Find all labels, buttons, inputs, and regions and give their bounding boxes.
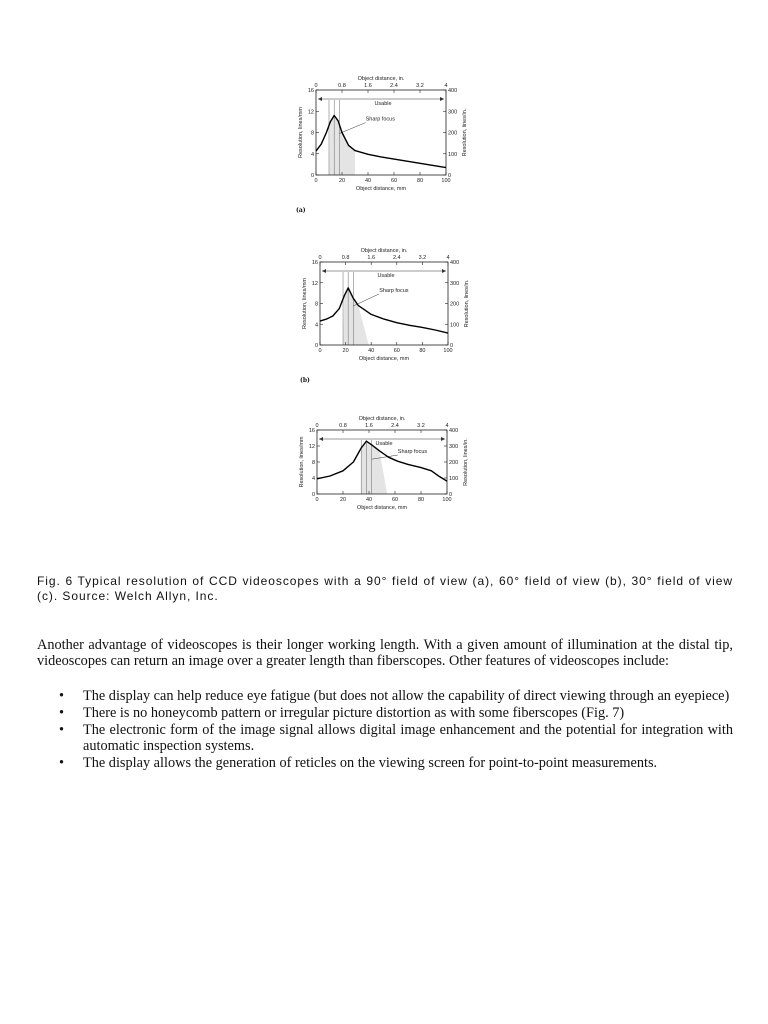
body-paragraph: Another advantage of videoscopes is their longer working length. With a given amount of illumination at the distal tip, videoscopes can return an image over a greater length than fiberscopes. Other features of videoscopes include: bbox=[37, 637, 733, 669]
chart-a-y2-axis-title: Resolution, lines/in. bbox=[462, 108, 468, 157]
chart-c-x2-axis-title: Object distance, in. bbox=[358, 416, 406, 422]
chart-a-x-axis-title: Object distance, mm bbox=[355, 186, 407, 192]
chart-b-y2-tick-label: 400 bbox=[450, 260, 460, 266]
chart-panel-c bbox=[0, 402, 768, 542]
chart-a-y-tick-label: 0 bbox=[310, 173, 314, 179]
panel-label-a: (a) bbox=[296, 207, 306, 214]
chart-b-x2-tick-label: 2.4 bbox=[392, 255, 401, 261]
chart-c-x2-tick-label: 4 bbox=[445, 423, 449, 429]
chart-b-x-tick-label: 40 bbox=[368, 348, 375, 354]
chart-c-x-tick-label: 80 bbox=[417, 497, 425, 503]
chart-a-shade-region bbox=[329, 116, 355, 176]
chart-a-y2-tick-label: 300 bbox=[448, 109, 458, 116]
chart-b-x2-tick-label: 0.8 bbox=[341, 255, 350, 261]
bullet-icon: • bbox=[59, 705, 65, 721]
chart-b-y-tick-label: 0 bbox=[314, 343, 318, 349]
chart-a-y2-tick-label: 400 bbox=[448, 88, 458, 94]
chart-a-x-tick-label: 0 bbox=[314, 178, 318, 184]
chart-a-y-tick-label: 12 bbox=[307, 109, 314, 116]
chart-a-y-tick-label: 16 bbox=[307, 88, 314, 94]
chart-b-y2-tick-label: 200 bbox=[450, 301, 460, 308]
chart-c-x-tick-label: 20 bbox=[339, 497, 347, 503]
chart-c-x-tick-label: 40 bbox=[365, 497, 373, 503]
bullet-icon: • bbox=[59, 722, 65, 738]
chart-c-y2-tick-label: 300 bbox=[449, 444, 459, 450]
chart-c-y-tick-label: 12 bbox=[308, 444, 315, 450]
panel-label-b: (b) bbox=[300, 377, 310, 384]
chart-a-usable-label: Usable bbox=[374, 101, 392, 107]
chart-a-x2-tick-label: 0.8 bbox=[338, 83, 346, 89]
list-item: • There is no honeycomb pattern or irregular picture distortion as with some fiberscopes (Fig. 7) bbox=[59, 705, 625, 721]
chart-b-y2-axis-title: Resolution, lines/in. bbox=[464, 279, 470, 328]
chart-c-y2-axis-title: Resolution, lines/in. bbox=[463, 438, 469, 486]
chart-b-y-tick-label: 12 bbox=[311, 280, 318, 287]
chart-b-x-tick-label: 60 bbox=[393, 348, 400, 354]
chart-b-y2-tick-label: 100 bbox=[450, 322, 460, 329]
chart-a-y2-tick-label: 100 bbox=[448, 151, 458, 158]
chart-c-x-axis-title: Object distance, mm bbox=[356, 505, 408, 511]
chart-b-y2-tick-label: 0 bbox=[450, 343, 454, 349]
list-item: • The display allows the generation of reticles on the viewing screen for point-to-point measurements. bbox=[59, 755, 658, 771]
chart-b-y-tick-label: 8 bbox=[314, 301, 318, 308]
chart-c-y2-tick-label: 100 bbox=[449, 476, 459, 482]
chart-b-sharp-focus-label: Sharp focus bbox=[379, 287, 409, 294]
chart-c-y-tick-label: 16 bbox=[308, 428, 315, 434]
feature-list bbox=[37, 688, 733, 772]
chart-a-x-tick-label: 60 bbox=[390, 178, 398, 184]
bullet-icon: • bbox=[59, 755, 65, 771]
chart-a-y-axis-title: Resolution, lines/mm bbox=[298, 106, 304, 159]
chart-b-x-tick-label: 0 bbox=[318, 348, 322, 354]
chart-c-y2-tick-label: 400 bbox=[449, 428, 459, 434]
chart-c-shade-region bbox=[361, 441, 387, 494]
chart-c-y-tick-label: 4 bbox=[311, 476, 315, 482]
chart-b-x2-tick-label: 3.2 bbox=[418, 255, 427, 261]
chart-c-y-tick-label: 8 bbox=[311, 460, 315, 466]
bullet-icon: • bbox=[59, 688, 65, 704]
chart-c-svg bbox=[0, 402, 768, 542]
chart-a-y-tick-label: 8 bbox=[310, 130, 314, 137]
chart-a-x-tick-label: 100 bbox=[441, 178, 451, 184]
chart-c-x-tick-label: 100 bbox=[442, 497, 452, 503]
chart-a-x2-tick-label: 0 bbox=[314, 83, 318, 89]
chart-a-svg bbox=[0, 60, 768, 220]
chart-b-usable-label: Usable bbox=[377, 273, 395, 279]
chart-c-x2-tick-label: 1.6 bbox=[365, 423, 373, 429]
chart-c-x-tick-label: 0 bbox=[315, 497, 319, 503]
chart-a-sharp-focus-leader bbox=[339, 123, 365, 134]
chart-b-x2-axis-title: Object distance, in. bbox=[360, 248, 408, 254]
chart-c-y2-tick-label: 200 bbox=[449, 460, 459, 466]
chart-b-x-tick-label: 100 bbox=[443, 348, 453, 354]
chart-c-x-tick-label: 60 bbox=[391, 497, 399, 503]
chart-b-x2-tick-label: 1.6 bbox=[367, 255, 376, 261]
chart-a-x2-tick-label: 1.6 bbox=[364, 83, 372, 89]
chart-b-y-tick-label: 4 bbox=[314, 322, 318, 329]
chart-b-svg bbox=[0, 232, 768, 392]
chart-c-x2-tick-label: 0.8 bbox=[339, 423, 347, 429]
chart-a-x2-axis-title: Object distance, in. bbox=[357, 76, 405, 82]
chart-a-x-tick-label: 40 bbox=[364, 178, 372, 184]
chart-b-resolution-curve bbox=[320, 288, 448, 333]
chart-a-y2-tick-label: 0 bbox=[448, 173, 452, 179]
chart-c-y2-tick-label: 0 bbox=[449, 492, 453, 498]
list-item: • The electronic form of the image signal allows digital image enhancement and the potential for integration with automatic inspection systems. bbox=[59, 722, 733, 754]
chart-a-y-tick-label: 4 bbox=[310, 151, 314, 158]
chart-c-x2-tick-label: 0 bbox=[315, 423, 319, 429]
figure-caption: Fig. 6 Typical resolution of CCD videoscopes with a 90° field of view (a), 60° field of view (b), 30° field of view (c). Source: Welch Allyn, Inc. bbox=[37, 574, 733, 603]
chart-c-x2-tick-label: 2.4 bbox=[391, 423, 399, 429]
chart-b-y-axis-title: Resolution, lines/mm bbox=[302, 277, 308, 330]
chart-panel-a bbox=[0, 60, 768, 220]
chart-c-x2-tick-label: 3.2 bbox=[417, 423, 425, 429]
chart-c-y-axis-title: Resolution, lines/mm bbox=[299, 436, 305, 488]
chart-a-sharp-focus-label: Sharp focus bbox=[365, 116, 395, 123]
chart-b-shade-region bbox=[343, 288, 369, 345]
chart-a-x2-tick-label: 4 bbox=[444, 83, 448, 89]
chart-b-x2-tick-label: 0 bbox=[318, 255, 322, 261]
chart-b-y-tick-label: 16 bbox=[311, 260, 318, 266]
chart-a-x-tick-label: 20 bbox=[338, 178, 346, 184]
chart-a-x2-tick-label: 2.4 bbox=[390, 83, 398, 89]
list-item: • The display can help reduce eye fatigue (but does not allow the capability of direct viewing through an eyepiece) bbox=[59, 688, 730, 704]
chart-panel-b bbox=[0, 232, 768, 392]
chart-b-x-tick-label: 80 bbox=[419, 348, 426, 354]
chart-a-y2-tick-label: 200 bbox=[448, 130, 458, 137]
chart-c-y-tick-label: 0 bbox=[311, 492, 315, 498]
chart-b-x-axis-title: Object distance, mm bbox=[358, 356, 410, 362]
chart-b-y2-tick-label: 300 bbox=[450, 280, 460, 287]
chart-c-usable-label: Usable bbox=[375, 441, 393, 447]
chart-b-x2-tick-label: 4 bbox=[446, 255, 450, 261]
chart-c-sharp-focus-label: Sharp focus bbox=[397, 449, 428, 456]
chart-a-x2-tick-label: 3.2 bbox=[416, 83, 424, 89]
chart-b-x-tick-label: 20 bbox=[342, 348, 349, 354]
chart-a-x-tick-label: 80 bbox=[416, 178, 424, 184]
